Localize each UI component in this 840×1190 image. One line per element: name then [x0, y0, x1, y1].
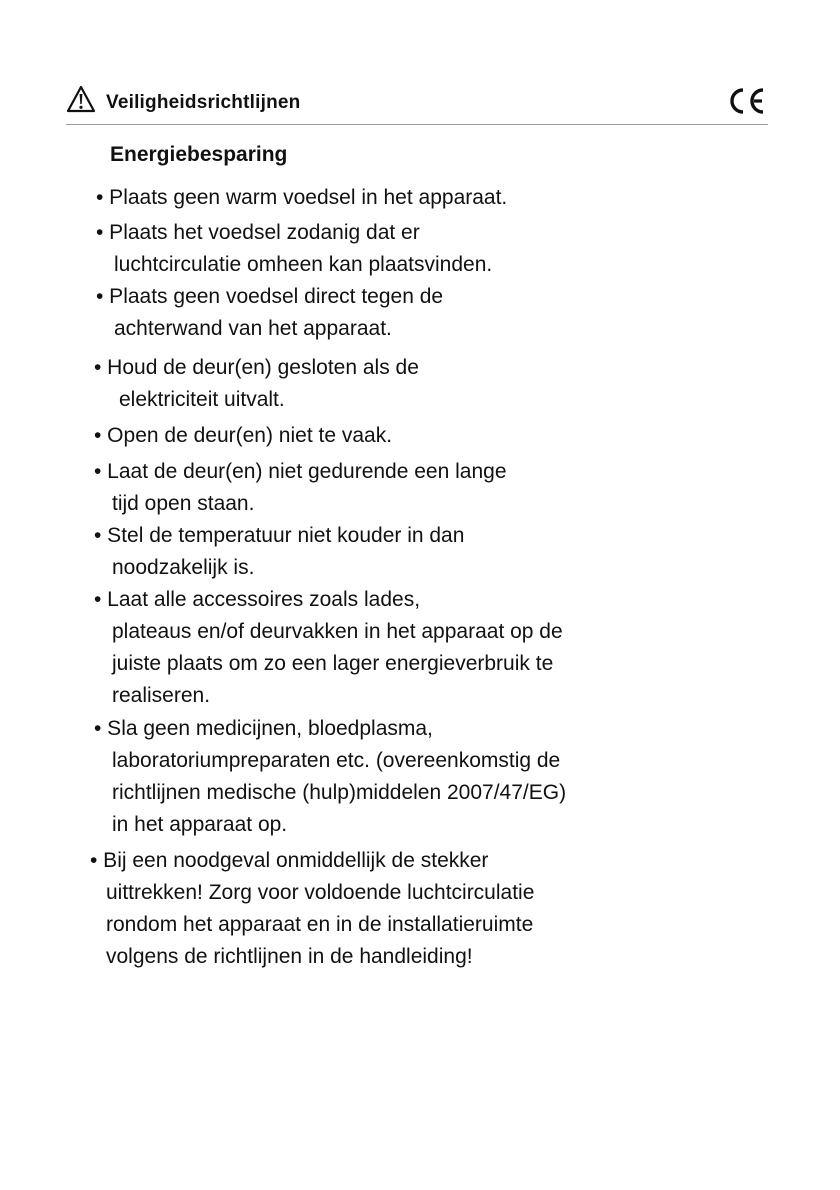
header-title: Veiligheidsrichtlijnen — [106, 92, 301, 113]
list-item-line: • Laat alle accessoires zoals lades, — [94, 588, 421, 611]
list-item-line: • Open de deur(en) niet te vaak. — [94, 424, 393, 447]
list-item-line: elektriciteit uitvalt. — [119, 388, 285, 411]
list-item-line: in het apparaat op. — [112, 813, 288, 836]
list-item-line: • Sla geen medicijnen, bloedplasma, — [94, 717, 433, 740]
list-item-line: • Bij een noodgeval onmiddellijk de stekker — [90, 849, 489, 872]
list-item-line: volgens de richtlijnen in de handleiding! — [106, 945, 473, 968]
list-item-line: • Stel de temperatuur niet kouder in dan — [94, 524, 465, 547]
list-item-line: richtlijnen medische (hulp)middelen 2007/47/EG) — [112, 781, 567, 804]
list-item-line: juiste plaats om zo een lager energieverbruik te — [112, 652, 554, 675]
warning-triangle-icon — [66, 85, 96, 113]
list-item-line: achterwand van het apparaat. — [114, 317, 392, 340]
list-item-line: realiseren. — [112, 684, 211, 707]
list-item-line: laboratoriumpreparaten etc. (overeenkomstig de — [112, 749, 561, 772]
list-item-line: plateaus en/of deurvakken in het apparaat op de — [112, 620, 563, 643]
ce-mark-icon — [726, 86, 768, 116]
list-item-line: tijd open staan. — [112, 492, 255, 515]
list-item-line: • Laat de deur(en) niet gedurende een lange — [94, 460, 507, 483]
list-item-line: luchtcirculatie omheen kan plaatsvinden. — [114, 253, 493, 276]
list-item-line: uittrekken! Zorg voor voldoende luchtcirculatie — [106, 881, 535, 904]
list-item-line: noodzakelijk is. — [112, 556, 255, 579]
page-header — [66, 84, 768, 125]
list-item-line: • Plaats geen voedsel direct tegen de — [96, 285, 444, 308]
section-title: Energiebesparing — [110, 143, 288, 166]
list-item-line: rondom het apparaat en in de installatieruimte — [106, 913, 534, 936]
list-item-line: • Plaats geen warm voedsel in het apparaat. — [96, 186, 508, 209]
list-item-line: • Plaats het voedsel zodanig dat er — [96, 221, 420, 244]
list-item-line: • Houd de deur(en) gesloten als de — [94, 356, 419, 379]
